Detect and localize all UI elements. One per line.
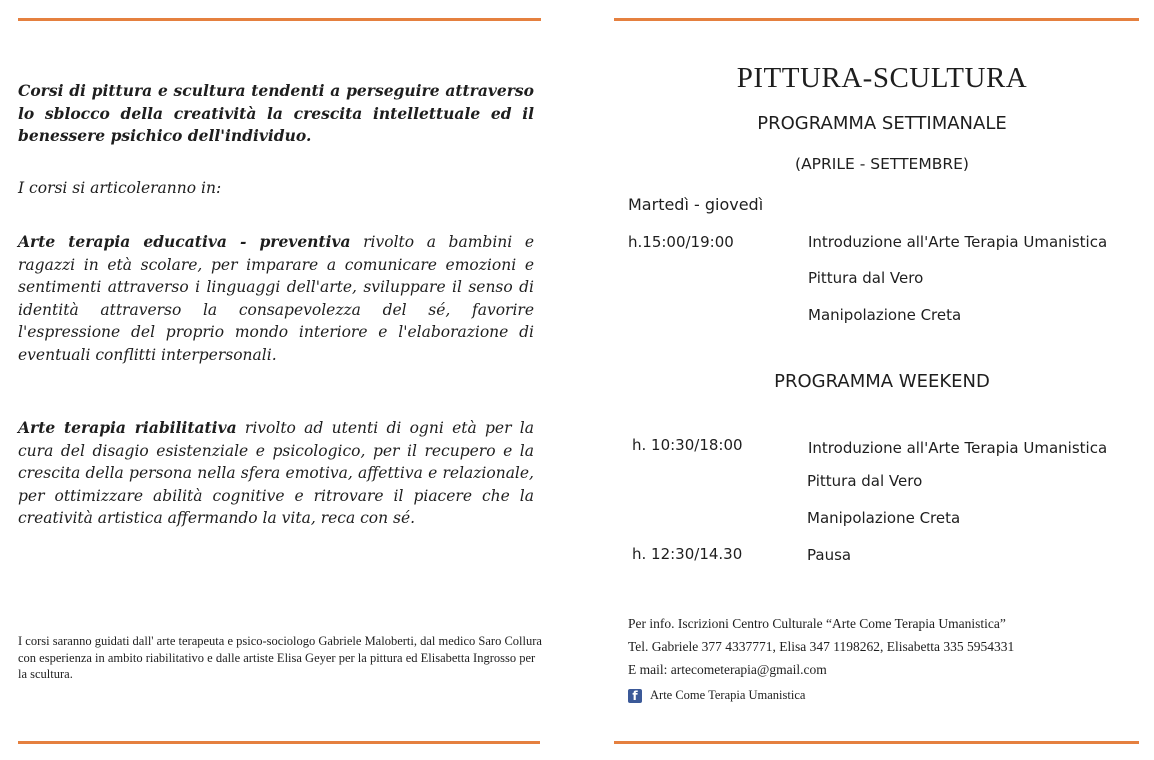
- intro-paragraph: Corsi di pittura e scultura tendenti a perseguire attraverso lo sblocco della creatività la crescita intellettuale ed il benessere psichico dell'individuo.: [18, 81, 534, 145]
- info-line: Per info. Iscrizioni Centro Culturale “Arte Come Terapia Umanistica”: [628, 616, 1006, 631]
- riabilitativa-paragraph: [18, 417, 534, 530]
- weekly-item: Pittura dal Vero: [808, 269, 924, 287]
- phone-line: Tel. Gabriele 377 4337771, Elisa 347 1198262, Elisabetta 335 5954331: [628, 639, 1015, 654]
- page-title: PITTURA-SCULTURA: [736, 62, 1028, 94]
- educativa-heading: Arte terapia educativa - preventiva: [18, 232, 351, 251]
- weekend-item: Pittura dal Vero: [807, 472, 923, 490]
- weekend-program-heading: PROGRAMMA WEEKEND: [774, 371, 990, 392]
- bottom-rule-left: [18, 741, 540, 744]
- email-line: E mail: artecometerapia@gmail.com: [628, 662, 827, 677]
- articulation-line: I corsi si articoleranno in:: [18, 179, 222, 197]
- educativa-text: rivolto a bambini e ragazzi in età scolare, per imparare a comunicare emozioni e sentimenti attraverso i linguaggi dell'arte, sviluppare il senso di identità attraverso la consapevolezza del sé, favorire l'espressione del proprio mondo interiore e l'elaborazione di eventuali conflitti interpersonali.: [18, 233, 534, 364]
- riabilitativa-heading: Arte terapia riabilitativa: [18, 418, 237, 437]
- pause-time: h. 12:30/14.30: [632, 545, 743, 563]
- weekly-days: Martedì - giovedì: [628, 195, 764, 214]
- riabilitativa-text: rivolto ad utenti di ogni età per la cura del disagio esistenziale e psicologico, per il recupero e la crescita della persona nella sfera emotiva, affettiva e relazionale, per ottimizzare abilità cognitive e ritrovare il piacere che la creatività artistica affermando la vita, reca con sé.: [18, 419, 534, 527]
- weekly-time: h.15:00/19:00: [628, 233, 734, 251]
- credits-paragraph: I corsi saranno guidati dall' arte terapeuta e psico-sociologo Gabriele Maloberti, dal medico Saro Collura con esperienza in ambito riabilitativo e dalle artiste Elisa Geyer per la pittura ed Elisabetta Ingrosso per la scultura.: [18, 634, 542, 681]
- top-rule-right: [614, 18, 1139, 21]
- weekend-item: Manipolazione Creta: [807, 509, 961, 527]
- educativa-paragraph: [18, 231, 534, 366]
- weekly-item: Introduzione all'Arte Terapia Umanistica: [808, 233, 1108, 251]
- facebook-icon: f: [628, 689, 642, 703]
- top-rule-left: [18, 18, 541, 21]
- pause-label: Pausa: [807, 546, 852, 564]
- bottom-rule-right: [614, 741, 1139, 744]
- weekend-item: Introduzione all'Arte Terapia Umanistica: [808, 439, 1108, 457]
- weekend-time: h. 10:30/18:00: [632, 436, 743, 454]
- facebook-label: Arte Come Terapia Umanistica: [650, 688, 806, 702]
- weekly-item: Manipolazione Creta: [808, 306, 962, 324]
- period-label: (APRILE - SETTEMBRE): [795, 155, 969, 173]
- weekly-program-heading: PROGRAMMA SETTIMANALE: [757, 113, 1007, 134]
